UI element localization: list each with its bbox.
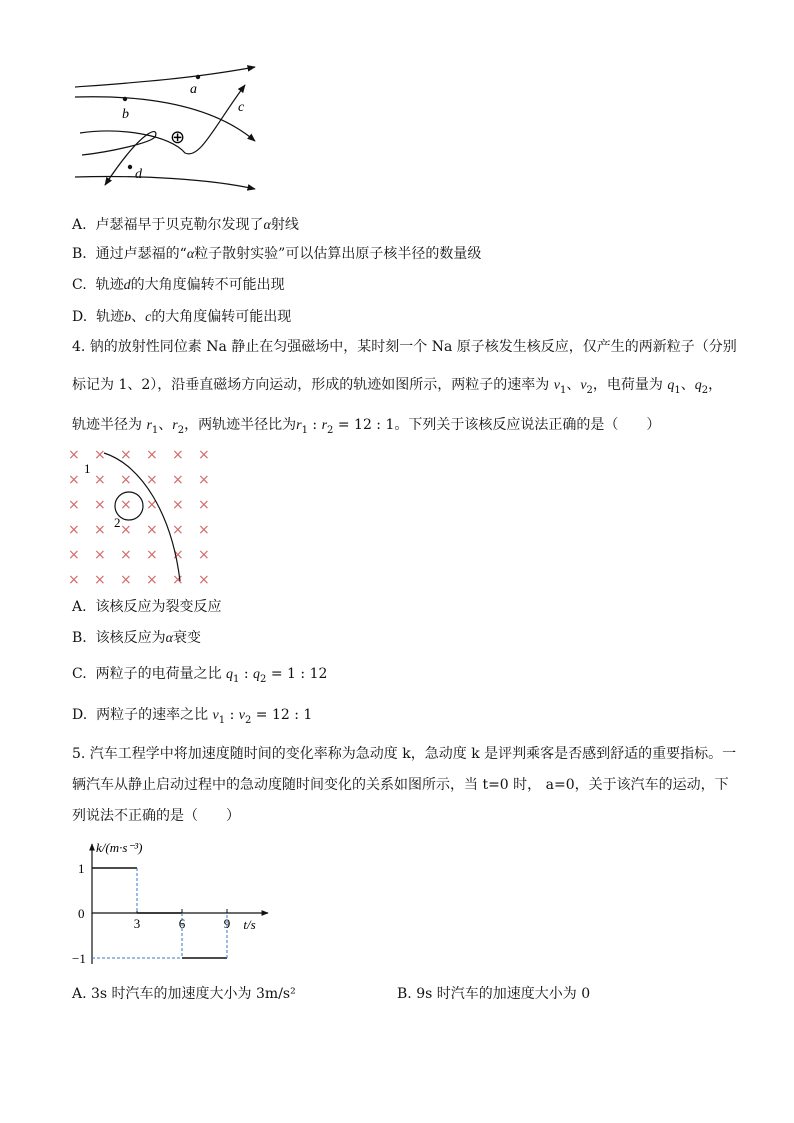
- field-cross: ×: [146, 497, 158, 513]
- q4-stem-line2: 标记为 1、2），沿垂直磁场方向运动，形成的轨迹如图所示，两粒子的速率为 $v_1$、$v_2$，电荷量为 $q_1$、$q_2$，: [72, 377, 723, 396]
- field-cross: ×: [172, 497, 184, 513]
- q4-option-c: C. 两粒子的电荷量之比 $q_1$ : $q_2 = 1$ : 12: [72, 666, 328, 685]
- label-c: c: [238, 100, 245, 115]
- q3-option-d: D. 轨迹b、c的大角度偏转可能出现: [72, 309, 292, 325]
- trajectory-lower: [75, 177, 255, 190]
- point-a: [196, 75, 200, 79]
- y-tick-label-1: 1: [78, 861, 85, 876]
- q5-stem-line3: 列说法不正确的是（ ）: [72, 808, 240, 824]
- field-cross: ×: [94, 522, 106, 538]
- field-cross: ×: [68, 447, 80, 463]
- q5-option-a: A. 3s 时汽车的加速度大小为 3m/s²: [72, 986, 296, 1002]
- field-cross: ×: [94, 572, 106, 588]
- magnetic-field-figure: [62, 445, 222, 590]
- field-cross: ×: [172, 547, 184, 563]
- q4-stem-line1: 4. 钠的放射性同位素 Na 静止在匀强磁场中，某时刻一个 Na 原子核发生核反应，仅产生的两新粒子（分别: [72, 339, 737, 355]
- q3-option-a: A. 卢瑟福早于贝克勒尔发现了α射线: [72, 217, 299, 233]
- field-cross: ×: [68, 497, 80, 513]
- field-cross: ×: [198, 447, 210, 463]
- y-tick-label-0: 0: [78, 906, 85, 921]
- q5-option-b: B. 9s 时汽车的加速度大小为 0: [397, 986, 591, 1002]
- field-cross: ×: [94, 547, 106, 563]
- field-cross: ×: [146, 547, 158, 563]
- point-b: [123, 97, 127, 101]
- field-cross: ×: [68, 522, 80, 538]
- field-cross: ×: [120, 572, 132, 588]
- x-tick-label-9: 9: [223, 916, 231, 931]
- q4-option-a: A. 该核反应为裂变反应: [72, 599, 222, 615]
- field-cross: ×: [120, 497, 132, 513]
- field-cross: ×: [68, 547, 80, 563]
- field-cross: ×: [146, 572, 158, 588]
- field-cross: ×: [172, 447, 184, 463]
- point-d: [128, 165, 132, 169]
- track-2-label: 2: [114, 515, 121, 530]
- field-cross: ×: [198, 522, 210, 538]
- x-axis-label: t/s: [243, 917, 256, 932]
- field-cross: ×: [172, 572, 184, 588]
- field-cross: ×: [120, 447, 132, 463]
- jerk-time-chart: [68, 836, 288, 976]
- q3-option-c: C. 轨迹d的大角度偏转不可能出现: [72, 277, 285, 293]
- field-cross: ×: [94, 447, 106, 463]
- field-cross: ×: [172, 472, 184, 488]
- q4-option-b: B. 该核反应为α衰变: [72, 630, 202, 646]
- field-cross: ×: [68, 472, 80, 488]
- y-axis-label: k/(m·s⁻³): [96, 840, 143, 855]
- field-cross: ×: [68, 572, 80, 588]
- x-tick-label-3: 3: [133, 916, 141, 931]
- field-cross: ×: [146, 522, 158, 538]
- q5-stem-line1: 5. 汽车工程学中将加速度随时间的变化率称为急动度 k，急动度 k 是评判乘客是否感到舒适的重要指标。一: [72, 746, 737, 762]
- label-b: b: [122, 107, 129, 122]
- q5-stem-line2: 辆汽车从静止启动过程中的急动度随时间变化的关系如图所示，当 t=0 时， a=0，关于该汽车的运动，下: [72, 777, 729, 793]
- field-cross: ×: [146, 447, 158, 463]
- field-cross: ×: [146, 472, 158, 488]
- y-tick-label-minus1: −1: [72, 951, 86, 966]
- nucleus-icon: ⊕: [170, 127, 186, 148]
- label-a: a: [190, 82, 197, 97]
- field-cross: ×: [120, 522, 132, 538]
- chart-axes: [92, 844, 268, 964]
- trajectory-b: [75, 97, 255, 141]
- alpha-scattering-figure: [70, 55, 270, 195]
- q4-option-d: D. 两粒子的速率之比 $v_1$ : $v_2 = 12$ : 1: [72, 707, 313, 726]
- field-cross: ×: [198, 497, 210, 513]
- field-cross: ×: [172, 522, 184, 538]
- trajectory-a: [75, 67, 255, 87]
- field-cross: ×: [198, 547, 210, 563]
- field-cross: ×: [198, 472, 210, 488]
- field-cross: ×: [120, 547, 132, 563]
- field-cross: ×: [120, 472, 132, 488]
- chart-labels: [72, 840, 256, 966]
- q3-option-b: B. 通过卢瑟福的“α粒子散射实验”可以估算出原子核半径的数量级: [72, 246, 482, 262]
- track-1-label: 1: [84, 461, 91, 476]
- field-cross: ×: [94, 472, 106, 488]
- x-tick-label-6: 6: [178, 916, 186, 931]
- field-cross: ×: [94, 497, 106, 513]
- q4-stem-line3: 轨迹半径为 $r_1$、$r_2$，两轨迹半径比为$r_1$ : $r_2 = 12$ : 1。下列关于该核反应说法正确的是（ ）: [72, 417, 661, 436]
- field-cross: ×: [198, 572, 210, 588]
- label-d: d: [135, 167, 142, 182]
